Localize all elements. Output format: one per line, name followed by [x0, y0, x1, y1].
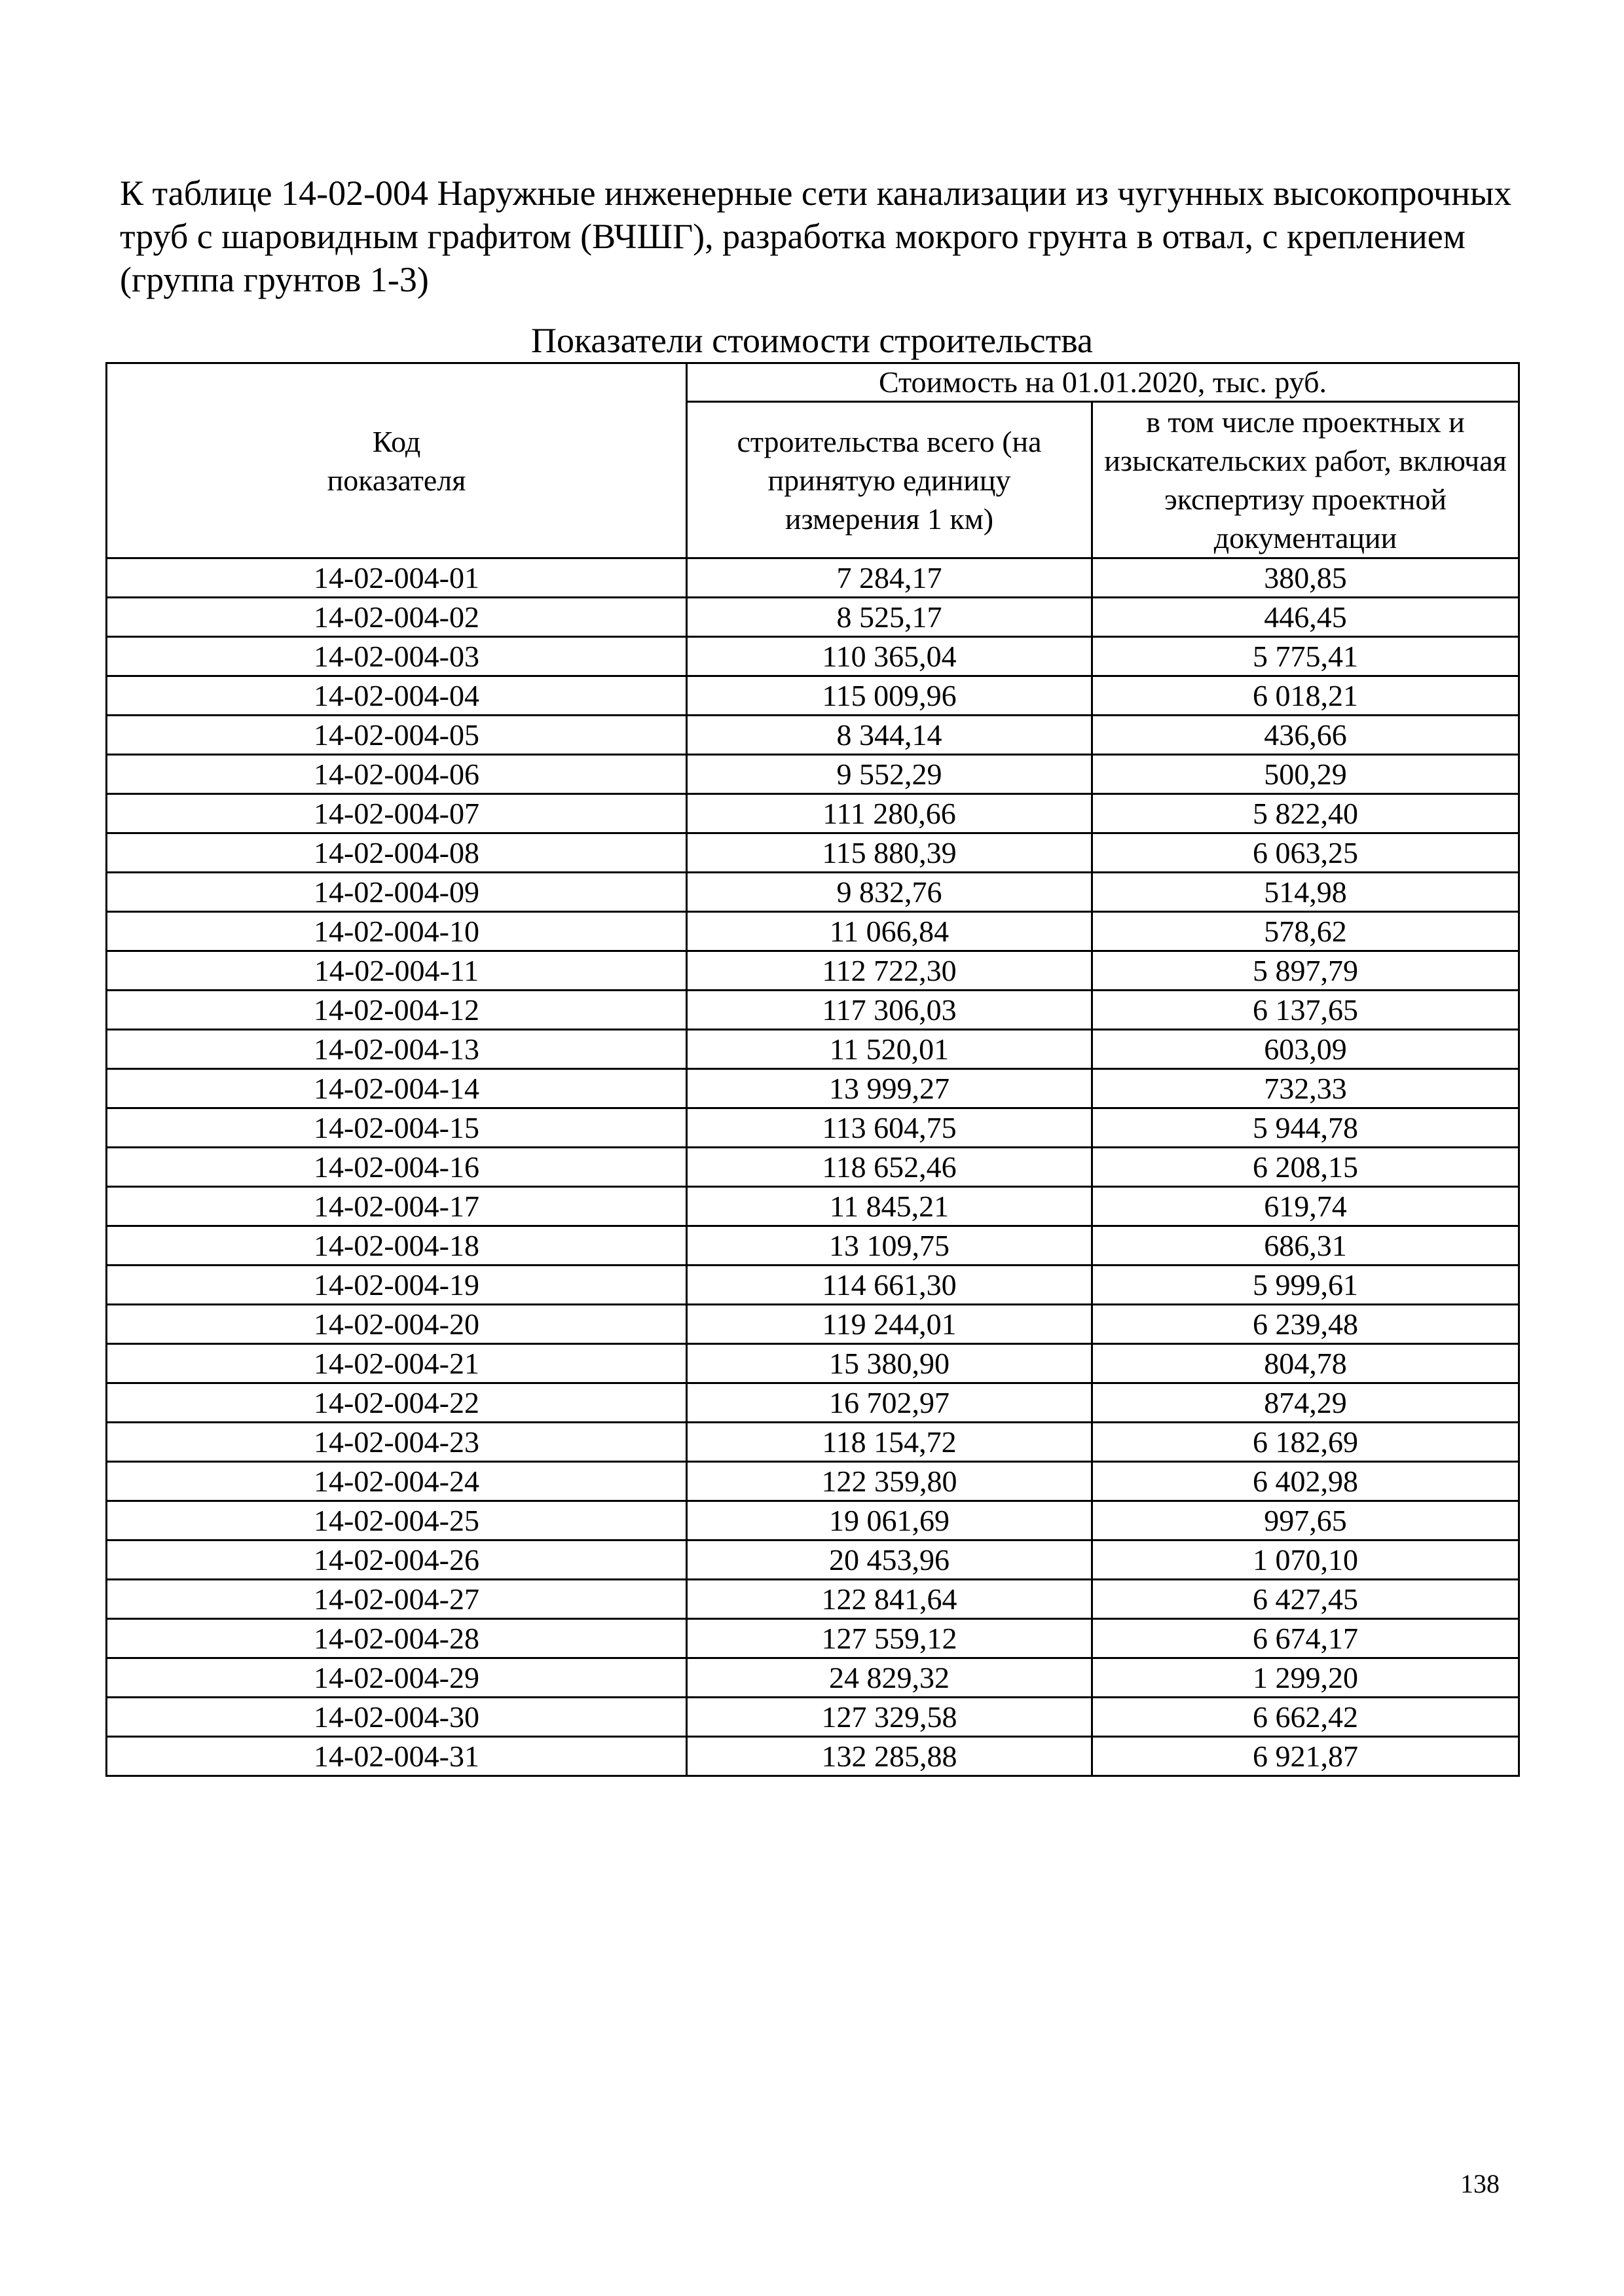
row-total-cost-cell: 110 365,04 [687, 637, 1092, 676]
row-design-cost-cell: 5 775,41 [1092, 637, 1519, 676]
table-row [107, 1069, 1519, 1108]
row-total-cost-cell: 132 285,88 [687, 1737, 1092, 1776]
row-code-cell: 14-02-004-29 [107, 1658, 687, 1698]
row-code-cell: 14-02-004-13 [107, 1030, 687, 1069]
table-row [107, 1540, 1519, 1580]
row-design-cost-cell: 578,62 [1092, 912, 1519, 951]
row-code-cell: 14-02-004-11 [107, 951, 687, 991]
table-row [107, 1148, 1519, 1187]
row-total-cost-cell: 112 722,30 [687, 951, 1092, 991]
row-design-cost-cell: 6 427,45 [1092, 1580, 1519, 1619]
row-code-cell: 14-02-004-28 [107, 1619, 687, 1658]
row-design-cost-cell: 6 137,65 [1092, 991, 1519, 1030]
row-code-cell: 14-02-004-08 [107, 833, 687, 873]
table-row [107, 1108, 1519, 1148]
header-total-cost: строительства всего (на принятую единицу измерения 1 км) [687, 402, 1092, 558]
row-design-cost-cell: 6 208,15 [1092, 1148, 1519, 1187]
row-total-cost-cell: 114 661,30 [687, 1266, 1092, 1305]
row-total-cost-cell: 118 154,72 [687, 1423, 1092, 1462]
row-total-cost-cell: 24 829,32 [687, 1658, 1092, 1698]
row-code-cell: 14-02-004-24 [107, 1462, 687, 1501]
row-design-cost-cell: 997,65 [1092, 1501, 1519, 1540]
row-code-cell: 14-02-004-01 [107, 558, 687, 598]
cost-indicators-table [105, 362, 1520, 1777]
row-total-cost-cell: 127 329,58 [687, 1698, 1092, 1737]
row-code-cell: 14-02-004-09 [107, 873, 687, 912]
table-row [107, 1266, 1519, 1305]
row-design-cost-cell: 6 182,69 [1092, 1423, 1519, 1462]
row-code-cell: 14-02-004-02 [107, 598, 687, 637]
row-design-cost-cell: 380,85 [1092, 558, 1519, 598]
row-total-cost-cell: 8 344,14 [687, 716, 1092, 755]
row-code-cell: 14-02-004-20 [107, 1305, 687, 1344]
row-design-cost-cell: 874,29 [1092, 1383, 1519, 1423]
table-row [107, 1501, 1519, 1540]
row-code-cell: 14-02-004-18 [107, 1226, 687, 1266]
row-code-cell: 14-02-004-15 [107, 1108, 687, 1148]
row-code-cell: 14-02-004-03 [107, 637, 687, 676]
row-design-cost-cell: 6 239,48 [1092, 1305, 1519, 1344]
table-row [107, 1226, 1519, 1266]
row-total-cost-cell: 8 525,17 [687, 598, 1092, 637]
row-total-cost-cell: 15 380,90 [687, 1344, 1092, 1383]
table-row [107, 1658, 1519, 1698]
row-total-cost-cell: 20 453,96 [687, 1540, 1092, 1580]
row-total-cost-cell: 11 520,01 [687, 1030, 1092, 1069]
row-code-cell: 14-02-004-14 [107, 1069, 687, 1108]
row-code-cell: 14-02-004-05 [107, 716, 687, 755]
row-code-cell: 14-02-004-17 [107, 1187, 687, 1226]
table-row [107, 873, 1519, 912]
table-row [107, 598, 1519, 637]
table-row [107, 794, 1519, 833]
row-design-cost-cell: 6 662,42 [1092, 1698, 1519, 1737]
table-row [107, 1698, 1519, 1737]
row-code-cell: 14-02-004-06 [107, 755, 687, 794]
table-row [107, 1462, 1519, 1501]
table-caption: Показатели стоимости строительства [530, 321, 1093, 360]
row-total-cost-cell: 115 009,96 [687, 676, 1092, 716]
row-total-cost-cell: 11 066,84 [687, 912, 1092, 951]
row-code-cell: 14-02-004-26 [107, 1540, 687, 1580]
row-design-cost-cell: 5 944,78 [1092, 1108, 1519, 1148]
row-design-cost-cell: 1 299,20 [1092, 1658, 1519, 1698]
row-total-cost-cell: 111 280,66 [687, 794, 1092, 833]
row-total-cost-cell: 13 109,75 [687, 1226, 1092, 1266]
row-code-cell: 14-02-004-27 [107, 1580, 687, 1619]
row-design-cost-cell: 6 402,98 [1092, 1462, 1519, 1501]
table-row [107, 755, 1519, 794]
row-design-cost-cell: 5 822,40 [1092, 794, 1519, 833]
table-row [107, 1187, 1519, 1226]
table-row [107, 1344, 1519, 1383]
table-row [107, 1305, 1519, 1344]
table-row [107, 1423, 1519, 1462]
document-heading: К таблице 14-02-004 Наружные инженерные сети канализации из чугунных высокопрочных труб с шаровидным графитом (ВЧШГ), разработка мокрого грунта в отвал, с креплением (группа грунтов 1-3) [120, 173, 1512, 299]
table-row [107, 991, 1519, 1030]
table-body [107, 558, 1519, 1776]
row-code-cell: 14-02-004-16 [107, 1148, 687, 1187]
page-number: 138 [1460, 2169, 1500, 2198]
row-design-cost-cell: 619,74 [1092, 1187, 1519, 1226]
header-code: Код показателя [107, 363, 687, 558]
table-row [107, 676, 1519, 716]
row-code-cell: 14-02-004-22 [107, 1383, 687, 1423]
row-code-cell: 14-02-004-19 [107, 1266, 687, 1305]
row-design-cost-cell: 804,78 [1092, 1344, 1519, 1383]
table-row [107, 1030, 1519, 1069]
row-total-cost-cell: 119 244,01 [687, 1305, 1092, 1344]
table-row [107, 912, 1519, 951]
row-design-cost-cell: 6 018,21 [1092, 676, 1519, 716]
row-total-cost-cell: 122 359,80 [687, 1462, 1092, 1501]
row-total-cost-cell: 9 832,76 [687, 873, 1092, 912]
row-total-cost-cell: 13 999,27 [687, 1069, 1092, 1108]
row-design-cost-cell: 6 921,87 [1092, 1737, 1519, 1776]
row-design-cost-cell: 732,33 [1092, 1069, 1519, 1108]
table-row [107, 1737, 1519, 1776]
row-total-cost-cell: 16 702,97 [687, 1383, 1092, 1423]
row-total-cost-cell: 9 552,29 [687, 755, 1092, 794]
row-total-cost-cell: 11 845,21 [687, 1187, 1092, 1226]
row-total-cost-cell: 117 306,03 [687, 991, 1092, 1030]
table-row [107, 1580, 1519, 1619]
row-code-cell: 14-02-004-10 [107, 912, 687, 951]
row-code-cell: 14-02-004-25 [107, 1501, 687, 1540]
row-design-cost-cell: 686,31 [1092, 1226, 1519, 1266]
table-row [107, 558, 1519, 598]
table-row [107, 1619, 1519, 1658]
row-design-cost-cell: 514,98 [1092, 873, 1519, 912]
row-design-cost-cell: 6 063,25 [1092, 833, 1519, 873]
row-code-cell: 14-02-004-30 [107, 1698, 687, 1737]
row-total-cost-cell: 118 652,46 [687, 1148, 1092, 1187]
row-code-cell: 14-02-004-21 [107, 1344, 687, 1383]
table-row [107, 716, 1519, 755]
row-total-cost-cell: 115 880,39 [687, 833, 1092, 873]
row-design-cost-cell: 436,66 [1092, 716, 1519, 755]
header-design-cost: в том числе проектных и изыскательских работ, включая экспертизу проектной документации [1092, 402, 1519, 558]
row-design-cost-cell: 500,29 [1092, 755, 1519, 794]
row-total-cost-cell: 7 284,17 [687, 558, 1092, 598]
table-row [107, 951, 1519, 991]
row-design-cost-cell: 1 070,10 [1092, 1540, 1519, 1580]
row-design-cost-cell: 6 674,17 [1092, 1619, 1519, 1658]
row-code-cell: 14-02-004-23 [107, 1423, 687, 1462]
row-design-cost-cell: 5 897,79 [1092, 951, 1519, 991]
row-design-cost-cell: 5 999,61 [1092, 1266, 1519, 1305]
row-total-cost-cell: 113 604,75 [687, 1108, 1092, 1148]
table-row [107, 1383, 1519, 1423]
table-row [107, 637, 1519, 676]
header-cost-group: Стоимость на 01.01.2020, тыс. руб. [687, 363, 1519, 402]
row-design-cost-cell: 603,09 [1092, 1030, 1519, 1069]
row-total-cost-cell: 19 061,69 [687, 1501, 1092, 1540]
row-code-cell: 14-02-004-07 [107, 794, 687, 833]
row-code-cell: 14-02-004-31 [107, 1737, 687, 1776]
row-code-cell: 14-02-004-12 [107, 991, 687, 1030]
row-code-cell: 14-02-004-04 [107, 676, 687, 716]
row-design-cost-cell: 446,45 [1092, 598, 1519, 637]
row-total-cost-cell: 127 559,12 [687, 1619, 1092, 1658]
table-row [107, 833, 1519, 873]
row-total-cost-cell: 122 841,64 [687, 1580, 1092, 1619]
